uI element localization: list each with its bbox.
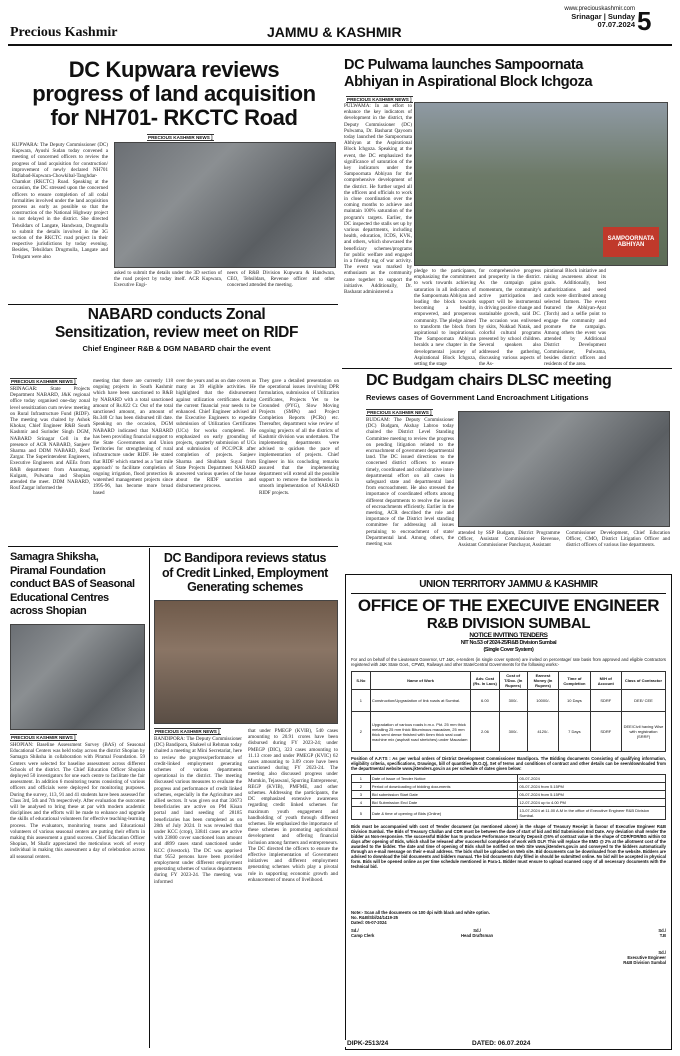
story4-byline: PRECIOUS KASHMIR NEWS ] — [367, 410, 432, 415]
copy-to-row — [351, 928, 666, 950]
story3-text-b: meeting that there are currently 118 ongoing projects in South Kashmir which have been sanctioned to R&B by NABARD with a total sanctioned amount of Rs.822 Cr. Out of the total sanctioned amount, an amount of Rs.340 Cr has been disbursed till date. Speaking on the occasion, DGM NABARD indicated that NABARD has been providing financial support to the State Governments and Union Territories for strengthening of rural infrastructure under RIDF. He stated that RIDF which started as a 'last mile approach' to facilitate completion of ongoing irrigation, flood protection & watershed management projects since 1995-96, has become more broad based — [93, 378, 173, 496]
story1-text-b: asked to submit the details under the 3D section of the road project by today itself. ACR Kupwara, Executive Engi- — [114, 270, 222, 289]
story2-text-d: pirational Block initiative and raising awareness about its goals. Additionally, best authoritizations and seed cards were distributed among selected farmers. The event featured the Abhiyan-Ayat (Torch) and a selfie point to engage the community and promote the campaign. Among others the event was attended by Additional District Development Commissioner, Pulwama, besides district officers and residents of the area. — [544, 268, 606, 368]
story3-subhead: Chief Engineer R&B & DGM NABARD chair the event — [82, 344, 271, 353]
story5-photo — [10, 624, 145, 730]
story1-text-a: KUPWARA: The Deputy Commissioner (DC) Kupwara, Ayushi Sudan today convened a meeting of concerned officers to review the progress of land acquisition for construction/ improvement of newly declared NH701 Rafiabad-Kupwara-Chowkibal-Tanghdar-Chamkot (RKCTC) Road. Speaking at the occasion, the DC stressed upon the concerned officers to ensure completion of all codal formalities involved under the land acquisition process as early as possible so that the construction of the National Highway project is not delayed in the district. She directed Tehsildars of Langate, Handwara, Drugmulla to submit the details involved in the 3G section of the RKCTC road project in their respective jurisdictions by today evening. Besides, Tehsildars Drugmulla, Langate and Trehgam were also — [12, 142, 108, 260]
issue-date: 07.07.2024 — [597, 20, 635, 29]
tender-conditions: Bids must be accompanied with cost of Tender document (as mentioned above) in the shape of Treasury Receipt in favour of Executive Engineer R&B Division Sumbal. The Bids of Treasury Challan and CDR must be between the date of start of bid and Bid Submission End Date. Any deviation shall render the bidder as Non-responsive. The successful Bidder has to produce Performance Security Deposit @5% of contract value in the shape of CDR/FDR/BG within 03 days after opening of Bids, which shall be released after successful completion of work with DLP. This will replace the EMD @ 2% at the allotment cost of the awarded to the bidder. The date and time of opening of Bids shall be notified on Web Site www.jktenders.gov.in and conveyed to the bidders automatically through an e-mail message on their e-mail address. The bids shall be uploaded on Web site. Bid documents can be downloaded from the website. Bidders are advised to download the bid documents and bidders manual. The bid documents duly filled in should be submitted online. No bid will be accepted in physical form. Bids will be opened online as per time schedule mentioned in Para-1. Bidder must ensure to upload scanned copy of all necessary documents with the technical bid. — [351, 824, 666, 869]
place-day: Srinagar | Sunday — [571, 12, 635, 21]
dipk-date: DATED: 06.07.2024 — [472, 1040, 531, 1047]
story4-text-c: Commissioner Development, Chief Education Officer, CMO, District Litigation Officer and district officers of various line departments. — [566, 530, 670, 549]
table-header-row — [352, 672, 666, 690]
story3-text-c: over the years and as on date covers as many as 39 eligible activities. He highlighted that the disbursement against utilization certificates during the current financial year needs to be enhanced. Chief Engineer advised all the Executive Engineers to expedite submission of Utilization Certificates (UCs) for works completed. He emphasized on early grounding of projects, quarterly submission of UCs and submission of PCC/PCR after completion of projects. Sanjeev Sharma and Shubham Suyal from State Projects Department NABARD answered various queries of the house about the RIDF sanction and disbursement process. — [176, 378, 256, 490]
table-row: 1 Construction/Upgradation of link roads at Sumbal. 6.00 300/- 10000/- 10 Days SDRF DEE/ CEE — [352, 690, 666, 712]
table-row: 4 Bid Submission End Date 12-07-2024 up to 4.00 PM — [352, 799, 666, 807]
story3-text-d: They gave a detailed presentation on the operational issues involving DPR formulation, submission of Utilization Certificates, Projects Yet to be Grounded (PYG), Slow Moving Projects (SMPs) and Project Completion Reports (PCRs) etc. Thereafter, department wise review of ongoing projects of all the districts of Kashmir division was undertaken. The implementing departments were advised to quicken the pace of implementation of projects. Chief Engineer in his concluding remarks assured that the implementing department will extend all the possible support to remove the bottlenecks in smooth implementation of NABARD RIDF projects. — [259, 378, 339, 496]
story6-byline: PRECIOUS KASHMIR NEWS ] — [155, 729, 220, 734]
divider-3 — [8, 546, 338, 547]
table-row: 3 Bid submission Start Date 05-07-2024 from 5.15PM — [352, 791, 666, 799]
story2-byline: PRECIOUS KASHMIR NEWS ] — [347, 97, 412, 102]
table-row: 5 Date & time of opening of Bids (Online) 13-07-2024 at 11.00 A.M in the office of Executive Engineer R&B Division Sumbal. — [352, 807, 666, 820]
tender-division: R&B DIVISION SUMBAL — [426, 615, 591, 632]
tender-ref-date: Dated: 05-07-2024 — [351, 920, 387, 925]
cc-tb: Sd./ T.B — [658, 928, 666, 938]
story4-headline: DC Budgam chairs DLSC meeting — [366, 372, 612, 389]
story5-byline: PRECIOUS KASHMIR NEWS ] — [11, 735, 76, 740]
story2-text-a: PULWAMA: In an effort to enhance the key indicators of development in the district, the Deputy Commissioner (DC) Pulwama, Dr. Basharat Qayoom today launched the Sampoornata Abhiyan at the Aspirational Block Ichgoza. Speaking at the event, the DC emphasized the significance of saturation of the key indicators under the Sampoornata Abhiyan for the comprehensive development of the district. He further urged all the officers and officials to work in close coordination over the coming months to achieve and maintain 100% saturation of the program's targets. Earlier, the DC inspected the stalls set up by various departments, including health, education, ICDS, KVK, and others, which showcased the beneficiary schemes/programs for public welfare and engaged in a friendly tug of war activity. The event was marked by enthusiasm as the community came together to support the initiative. Additionally, Dr. Basharat administered a — [344, 103, 412, 296]
paper-name: Precious Kashmir — [10, 25, 118, 40]
story3-byline: PRECIOUS KASHMIR NEWS ] — [11, 379, 76, 384]
story1-text-c: neers of R&B Division Kupwara & Handwara, CEO, Tehsildars, Revenue officer and other concerned attended the meeting. — [227, 270, 335, 289]
story2-photo — [414, 102, 668, 266]
table-row: 2 Period of downloading of bidding documents 05-07-2024 from 5.15PM — [352, 783, 666, 791]
section-title: JAMMU & KASHMIR — [267, 24, 402, 40]
story4-text-b: attended by SSP Budgam, District Programme Officer, Assistant Commissioner Revenue, Assistant Commissioner Panchayat, Assistant — [458, 530, 560, 549]
table-header: Earnest Money (In Rupees) — [527, 672, 558, 690]
top-rule — [8, 44, 672, 46]
story5-headline: Samagra Shiksha, Piramal Foundation conduct BAS of Seasonal Educational Centres across Shopian — [10, 551, 135, 617]
page-number: 5 — [637, 6, 652, 36]
table-header: Time of Completion — [559, 672, 590, 690]
table-header: Class of Contractor — [621, 672, 665, 690]
cc-camp-clerk: Sd./ Camp Clerk — [351, 928, 375, 938]
tender-note: Position of A.F.TS : As per verbal orders of District Development Commissioner Bandipora. The Bidding documents Consisting of qualifying information, eligibility criteria, specifications, Drawings, bill of quantities (B.O.Q), Set of terms and conditions of contract and other details can be seen/downloaded from the departmental website www.jktenders.gov.in as per schedule of dates given below: — [351, 756, 666, 771]
story1-photo — [114, 142, 336, 268]
table-row: 2 Upgradation of various roads b.m.c. Pkt. 25 mm thick metalling 25 mm thick Bituminous macadam, 25 mm thick semi dense finished with 6mm thick seal coat machine mix (asphalt road stretches) under Macadam 2.06 300/- 4120/- 7 Days SDRF DEE/Civil having Wise with registration (SRRF) — [352, 712, 666, 752]
tender-office: OFFICE OF THE EXECUIVE ENGINEER — [357, 596, 660, 615]
table-row: 1 Date of Issue of Tender Notice 05-07-2024 — [352, 775, 666, 783]
tender-ref-no: No. R&B/Sbl/24/1419-25 — [351, 915, 399, 920]
campaign-banner: SAMPOORNATA ABHIYAN — [603, 227, 659, 257]
story6-text-a: BANDIPORA: The Deputy Commissioner (DC) Bandipora, Shakeel ul Rehman today chaired a meeting at Mini Secretariat, here to review the progress/performance of credit-linked employment generating schemes of various departments operational in the district. The meeting discussed various measures to evaluate the progress and performance of credit linked schemes, especially in the Agriculture and allied sectors. It was given out that 33673 beneficiaries are active on PM Kisan portal and land seeding of 28185 beneficiaries has been completed as on 28th of July 2024. It was revealed that under KCC (crop), 33841 cases are active with 23800 cover sanctioned loan amount and 4899 cases stand sanctioned under KCC (livestock). The DC was apprised that 9552 persons have been provided employment under different employment generating schemes of various departments during FY 2023-24. The meeting was informed — [154, 736, 242, 885]
divider-2 — [342, 368, 672, 369]
tender-noteline: Note:- Scan all the documents on 100 dpi with black and white option. — [351, 910, 490, 915]
story6-text-b: that under PMEGP (KVIB), 540 cases amounting to 20.91 crores have been disbursed during FY 2023-24; under PMEGP (DIC), 323 cases amounting to 11.13 crore and under PMEGP (KVIC) 62 cases amounting to 3.09 crore have been sanctioned during FY 2023-24. The meeting also discussed progress under Mumkin, Tejaswani, Spurring Entrepreneur, REGP (KVIB), PMFME, and other schemes. Addressing the participants, the DC emphasized extensive awareness regarding credit linked schemes for maximum youth engagement and handholding of youth through different schemes. He emphasized the importance of these schemes in promoting agricultural development and offering financial inclusion among farmers and entrepreneurs. The DC directed the officers to ensure the effective implementation of Government initiatives and different employment generating schemes which play a pivotal role in supporting economic growth and enhancement of means of livelihood. — [248, 728, 338, 883]
story3-headline: NABARD conducts Zonal Sensitization, review meet on RIDF — [54, 306, 299, 341]
tender-ut: UNION TERRITORY JAMMU & KASHMIR — [351, 579, 666, 594]
story6-headline: DC Bandipora reviews status of Credit Linked, Employment Generating schemes — [162, 551, 328, 594]
tender-intro: For and on behalf of the Lieutenant Governor, UT J&K, e-tenders (in single cover system) are invited on percentage/ rate basis from approved and eligible Contractors registered with J&K State Govt., CPWD, Railways and other State/Central Governments for the following works:- — [351, 657, 666, 667]
story4-photo — [458, 411, 670, 527]
table-header: S.No — [352, 672, 371, 690]
story4-text-a: BUDGAM: The Deputy Commissioner (DC) Budgam, Akshay Labroo today chaired the District Level Standing Committee meeting to review the progress on pending litigation related to the encroachment of government departmental land. The DC issued directions to the concerned district officers to ensure timely, coordinated and collaborative inter-departmental effort on all cases in safeguard state and departmental land from encroachment. He also stressed the importance of coordinated efforts among different departments to resolve the issues of encroachments efficiently. Earlier in the meeting, ACR described the role and importance of the District level standing committee for addressing all issues pertaining to encroachment of state/ Departmental land. Among others, the meeting was — [366, 417, 454, 548]
story1-byline: PRECIOUS KASHMIR NEWS ] — [148, 135, 213, 140]
story3-text-a: SRINAGAR: State Projects Department NABARD, J&K regional office today organised one-day zonal level sensitization cum review meeting on Rural Infrastructure Fund (RIDF). The meeting was chaired by Ashok Khokar, Chief Engineer R&B South Kashmir and Surinder Singh DGM, NABARD Srinagar Cell in the presence of ACR NABARD, Sanjeev Sharma and DDM NABARD, Rouf Zargar. The Superintendent Engineers, Executive Engineers and AEEs from R&B department from Anantnag, Kulgam, Pulwama and Shopian attended the meet. DDM NABARD, Rouf Zargar informed the — [10, 386, 90, 492]
table-header: Name of Work — [370, 672, 470, 690]
tender-signature: Sd./ Executive Engineer R&B Division Sumbal — [623, 950, 666, 965]
tender-nit-title: NOTICE INVITING TENDERS — [469, 632, 548, 639]
table-header: Cost of T/Doc. (In Rupees) — [499, 672, 527, 690]
site-url: www.preciouskashmir.com — [564, 6, 635, 12]
story4-subhead: Reviews cases of Government Land Encroachment Litigations — [366, 393, 589, 402]
divider-1 — [8, 304, 338, 305]
table-header: M/H of Account — [590, 672, 621, 690]
story5-text: SHOPIAN: Baseline Assessment Survey (BAS) of Seasonal Educational Centers was held today across the district Shopian by Samagra Shiksha in collaboration with Piramal Foundation. 59 Centers were selected for baseline assessment across different Schools of the district. The Chief Education Officer Shopian deployed 50 investigators for one each centre to facilitate the fair assessment. In addition 6 monitoring teams consisting of various officers and officials were deployed for monitoring purposes. During the survey, 113, 91 and 41 students have been assessed for Class 3rd, 5th and 7th respectively. After evaluation the outcomes will be analysed to bring these at par with modern academic disciplines and the efforts will be made to enhance and upgrade the skills of educational volunteers for effective teaching-learning process. The evaluators, monitoring teams and Educational volunteers of various seasonal centers are putting their efforts in making this assessment a grand success. Chief Education Officer Shopian, M Shafir appreciated the meticulous work of every individual in making this assessment a day of celebration across all seasonal centers. — [10, 742, 145, 860]
story6-photo — [154, 600, 338, 724]
tender-dates-table — [351, 774, 666, 820]
story2-text-b: pledge to the participants, emphasizing the commitment to work towards achieving saturation in all indicators of the Sampoornata Abhiyan and leading the block towards becoming a healthy, empowered, and prosperous community. The pledge aimed to transform the block from aspirational to inspirational. The Sampoornata Abhiyan heralds a new chapter in the developmental journey of Aspirational Block Ichgoza, setting the stage — [414, 268, 476, 368]
tender-nit-no: NIT No.53 of 2024-25/R&B Division Sumbal — [460, 640, 557, 646]
story2-headline: DC Pulwama launches Sampoornata Abhiyan in Aspirational Block Ichgoza — [344, 57, 593, 90]
tender-works-table — [351, 671, 666, 752]
story2-text-c: for comprehensive progress and prosperity in the district. As the campaign gains momentum, the community's active participation and support will be instrumental in driving positive change and sustainable growth, said DC. The occasion was enlivened by skits, Nukkad Natak, and colorful cultural programs presented by school children. Several speakers also addressed the gathering, discussing various aspects of the As- — [479, 268, 541, 368]
tender-system: (Single Cover System) — [483, 647, 534, 653]
dipk-number: DIPK-2513/24 — [347, 1040, 389, 1047]
table-header: Adv. Cost (Rs. In Lacs) — [471, 672, 499, 690]
tender-notice — [345, 574, 672, 1050]
cc-head-draftsman: Sd./ Head Draftsman — [461, 928, 494, 938]
vertical-divider — [149, 548, 150, 1048]
masthead-info — [525, 5, 635, 29]
story1-headline: DC Kupwara reviews progress of land acquisition for NH701- RKCTC Road — [32, 57, 316, 130]
